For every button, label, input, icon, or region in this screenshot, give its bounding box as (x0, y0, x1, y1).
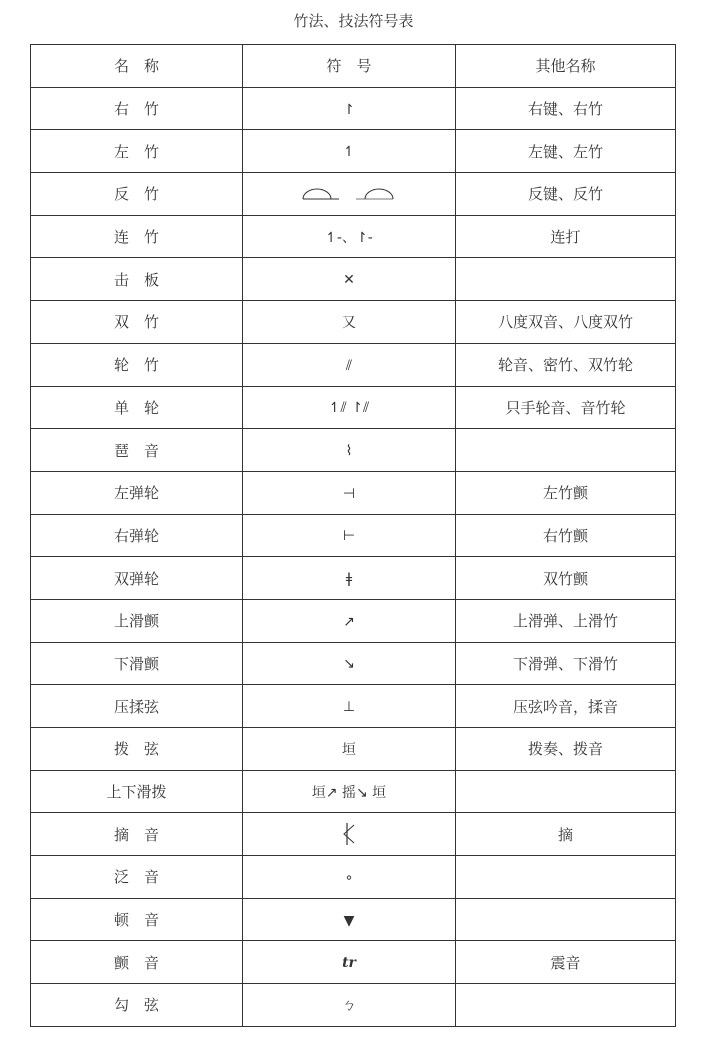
table-row (31, 301, 676, 344)
pluck-mark-icon (342, 825, 356, 843)
technique-symbol (243, 599, 456, 642)
symbol-glyph: tr (342, 955, 356, 972)
symbol-glyph: ↗ (343, 613, 355, 630)
table-row (31, 87, 676, 130)
other-names: 反键、反竹 (456, 173, 676, 216)
table-row (31, 386, 676, 429)
table-row (31, 471, 676, 514)
other-names: 压弦吟音，揉音 (456, 685, 676, 728)
header-other-names: 其他名称 (456, 45, 676, 88)
symbol-glyph: ✕ (343, 272, 355, 289)
table-row (31, 215, 676, 258)
technique-name: 拨 弦 (31, 728, 243, 771)
technique-name: 颤 音 (31, 941, 243, 984)
symbol-glyph: ㄅ (342, 997, 356, 1014)
technique-symbol (243, 984, 456, 1027)
symbol-glyph: 垣↗ 摇↘ 垣 (311, 784, 387, 801)
table-row (31, 642, 676, 685)
other-names: 双竹颤 (456, 557, 676, 600)
table-row (31, 343, 676, 386)
table-header-row (31, 45, 676, 88)
technique-symbol (243, 386, 456, 429)
technique-symbol (243, 301, 456, 344)
table-row (31, 130, 676, 173)
table-row (31, 258, 676, 301)
symbol-glyph: ↿⫽ ↾⫽ (328, 400, 370, 417)
other-names: 上滑弹、上滑竹 (456, 599, 676, 642)
symbol-glyph: 垣 (342, 741, 356, 758)
header-name: 名 称 (31, 45, 243, 88)
other-names: 震音 (456, 941, 676, 984)
technique-symbol (243, 813, 456, 856)
technique-symbol (243, 215, 456, 258)
symbol-glyph: ↾ (343, 101, 355, 118)
reverse-arc-icon (301, 185, 397, 203)
symbol-glyph: ⊣ (342, 485, 356, 502)
technique-name: 右弹轮 (31, 514, 243, 557)
technique-name: 摘 音 (31, 813, 243, 856)
technique-name: 泛 音 (31, 856, 243, 899)
other-names (456, 856, 676, 899)
technique-name: 勾 弦 (31, 984, 243, 1027)
other-names: 八度双音、八度双竹 (456, 301, 676, 344)
symbol-glyph: ⊥ (342, 699, 356, 716)
technique-symbol (243, 258, 456, 301)
other-names: 下滑弹、下滑竹 (456, 642, 676, 685)
table-row (31, 557, 676, 600)
other-names (456, 770, 676, 813)
symbol-glyph: ↘ (343, 656, 355, 673)
technique-symbol (243, 685, 456, 728)
technique-name: 上滑颤 (31, 599, 243, 642)
technique-symbol (243, 471, 456, 514)
symbol-glyph: ↿-、↾- (325, 229, 373, 246)
technique-symbol (243, 514, 456, 557)
symbol-glyph: ⌇ (345, 443, 353, 460)
symbol-glyph: ǂ (345, 571, 353, 588)
other-names (456, 898, 676, 941)
technique-symbol (243, 898, 456, 941)
table-row (31, 856, 676, 899)
symbol-glyph: 又 (342, 314, 356, 331)
other-names (456, 429, 676, 472)
symbol-table (30, 44, 676, 1027)
technique-name: 连 竹 (31, 215, 243, 258)
page-title: 竹法、技法符号表 (293, 12, 414, 30)
technique-symbol (243, 130, 456, 173)
technique-symbol (243, 173, 456, 216)
table-row (31, 728, 676, 771)
symbol-glyph: ∘ (344, 869, 354, 886)
technique-name: 击 板 (31, 258, 243, 301)
other-names: 轮音、密竹、双竹轮 (456, 343, 676, 386)
technique-symbol (243, 343, 456, 386)
technique-name: 顿 音 (31, 898, 243, 941)
technique-name: 反 竹 (31, 173, 243, 216)
other-names: 连打 (456, 215, 676, 258)
table-row (31, 770, 676, 813)
technique-name: 压揉弦 (31, 685, 243, 728)
technique-symbol (243, 856, 456, 899)
table-row (31, 898, 676, 941)
technique-name: 轮 竹 (31, 343, 243, 386)
other-names: 拨奏、拨音 (456, 728, 676, 771)
other-names (456, 984, 676, 1027)
technique-name: 双弹轮 (31, 557, 243, 600)
technique-symbol (243, 642, 456, 685)
table-row (31, 429, 676, 472)
technique-name: 下滑颤 (31, 642, 243, 685)
technique-symbol (243, 429, 456, 472)
technique-name: 上下滑拨 (31, 770, 243, 813)
technique-name: 左 竹 (31, 130, 243, 173)
table-row (31, 514, 676, 557)
technique-name: 单 轮 (31, 386, 243, 429)
other-names: 左键、左竹 (456, 130, 676, 173)
technique-symbol (243, 728, 456, 771)
table-row (31, 813, 676, 856)
technique-symbol (243, 87, 456, 130)
other-names (456, 258, 676, 301)
technique-name: 琶 音 (31, 429, 243, 472)
technique-symbol (243, 557, 456, 600)
other-names: 只手轮音、音竹轮 (456, 386, 676, 429)
other-names: 摘 (456, 813, 676, 856)
symbol-glyph: ▼ (343, 912, 355, 929)
symbol-glyph: ↿ (343, 144, 355, 161)
table-row (31, 599, 676, 642)
symbol-glyph: ⫽ (345, 357, 353, 374)
technique-name: 右 竹 (31, 87, 243, 130)
other-names: 右键、右竹 (456, 87, 676, 130)
table-row (31, 173, 676, 216)
technique-symbol (243, 770, 456, 813)
other-names: 右竹颤 (456, 514, 676, 557)
other-names: 左竹颤 (456, 471, 676, 514)
symbol-glyph: ⊢ (342, 528, 356, 545)
table-row (31, 685, 676, 728)
table-row (31, 984, 676, 1027)
technique-name: 双 竹 (31, 301, 243, 344)
table-row (31, 941, 676, 984)
technique-name: 左弹轮 (31, 471, 243, 514)
technique-symbol (243, 941, 456, 984)
header-symbol: 符 号 (243, 45, 456, 88)
